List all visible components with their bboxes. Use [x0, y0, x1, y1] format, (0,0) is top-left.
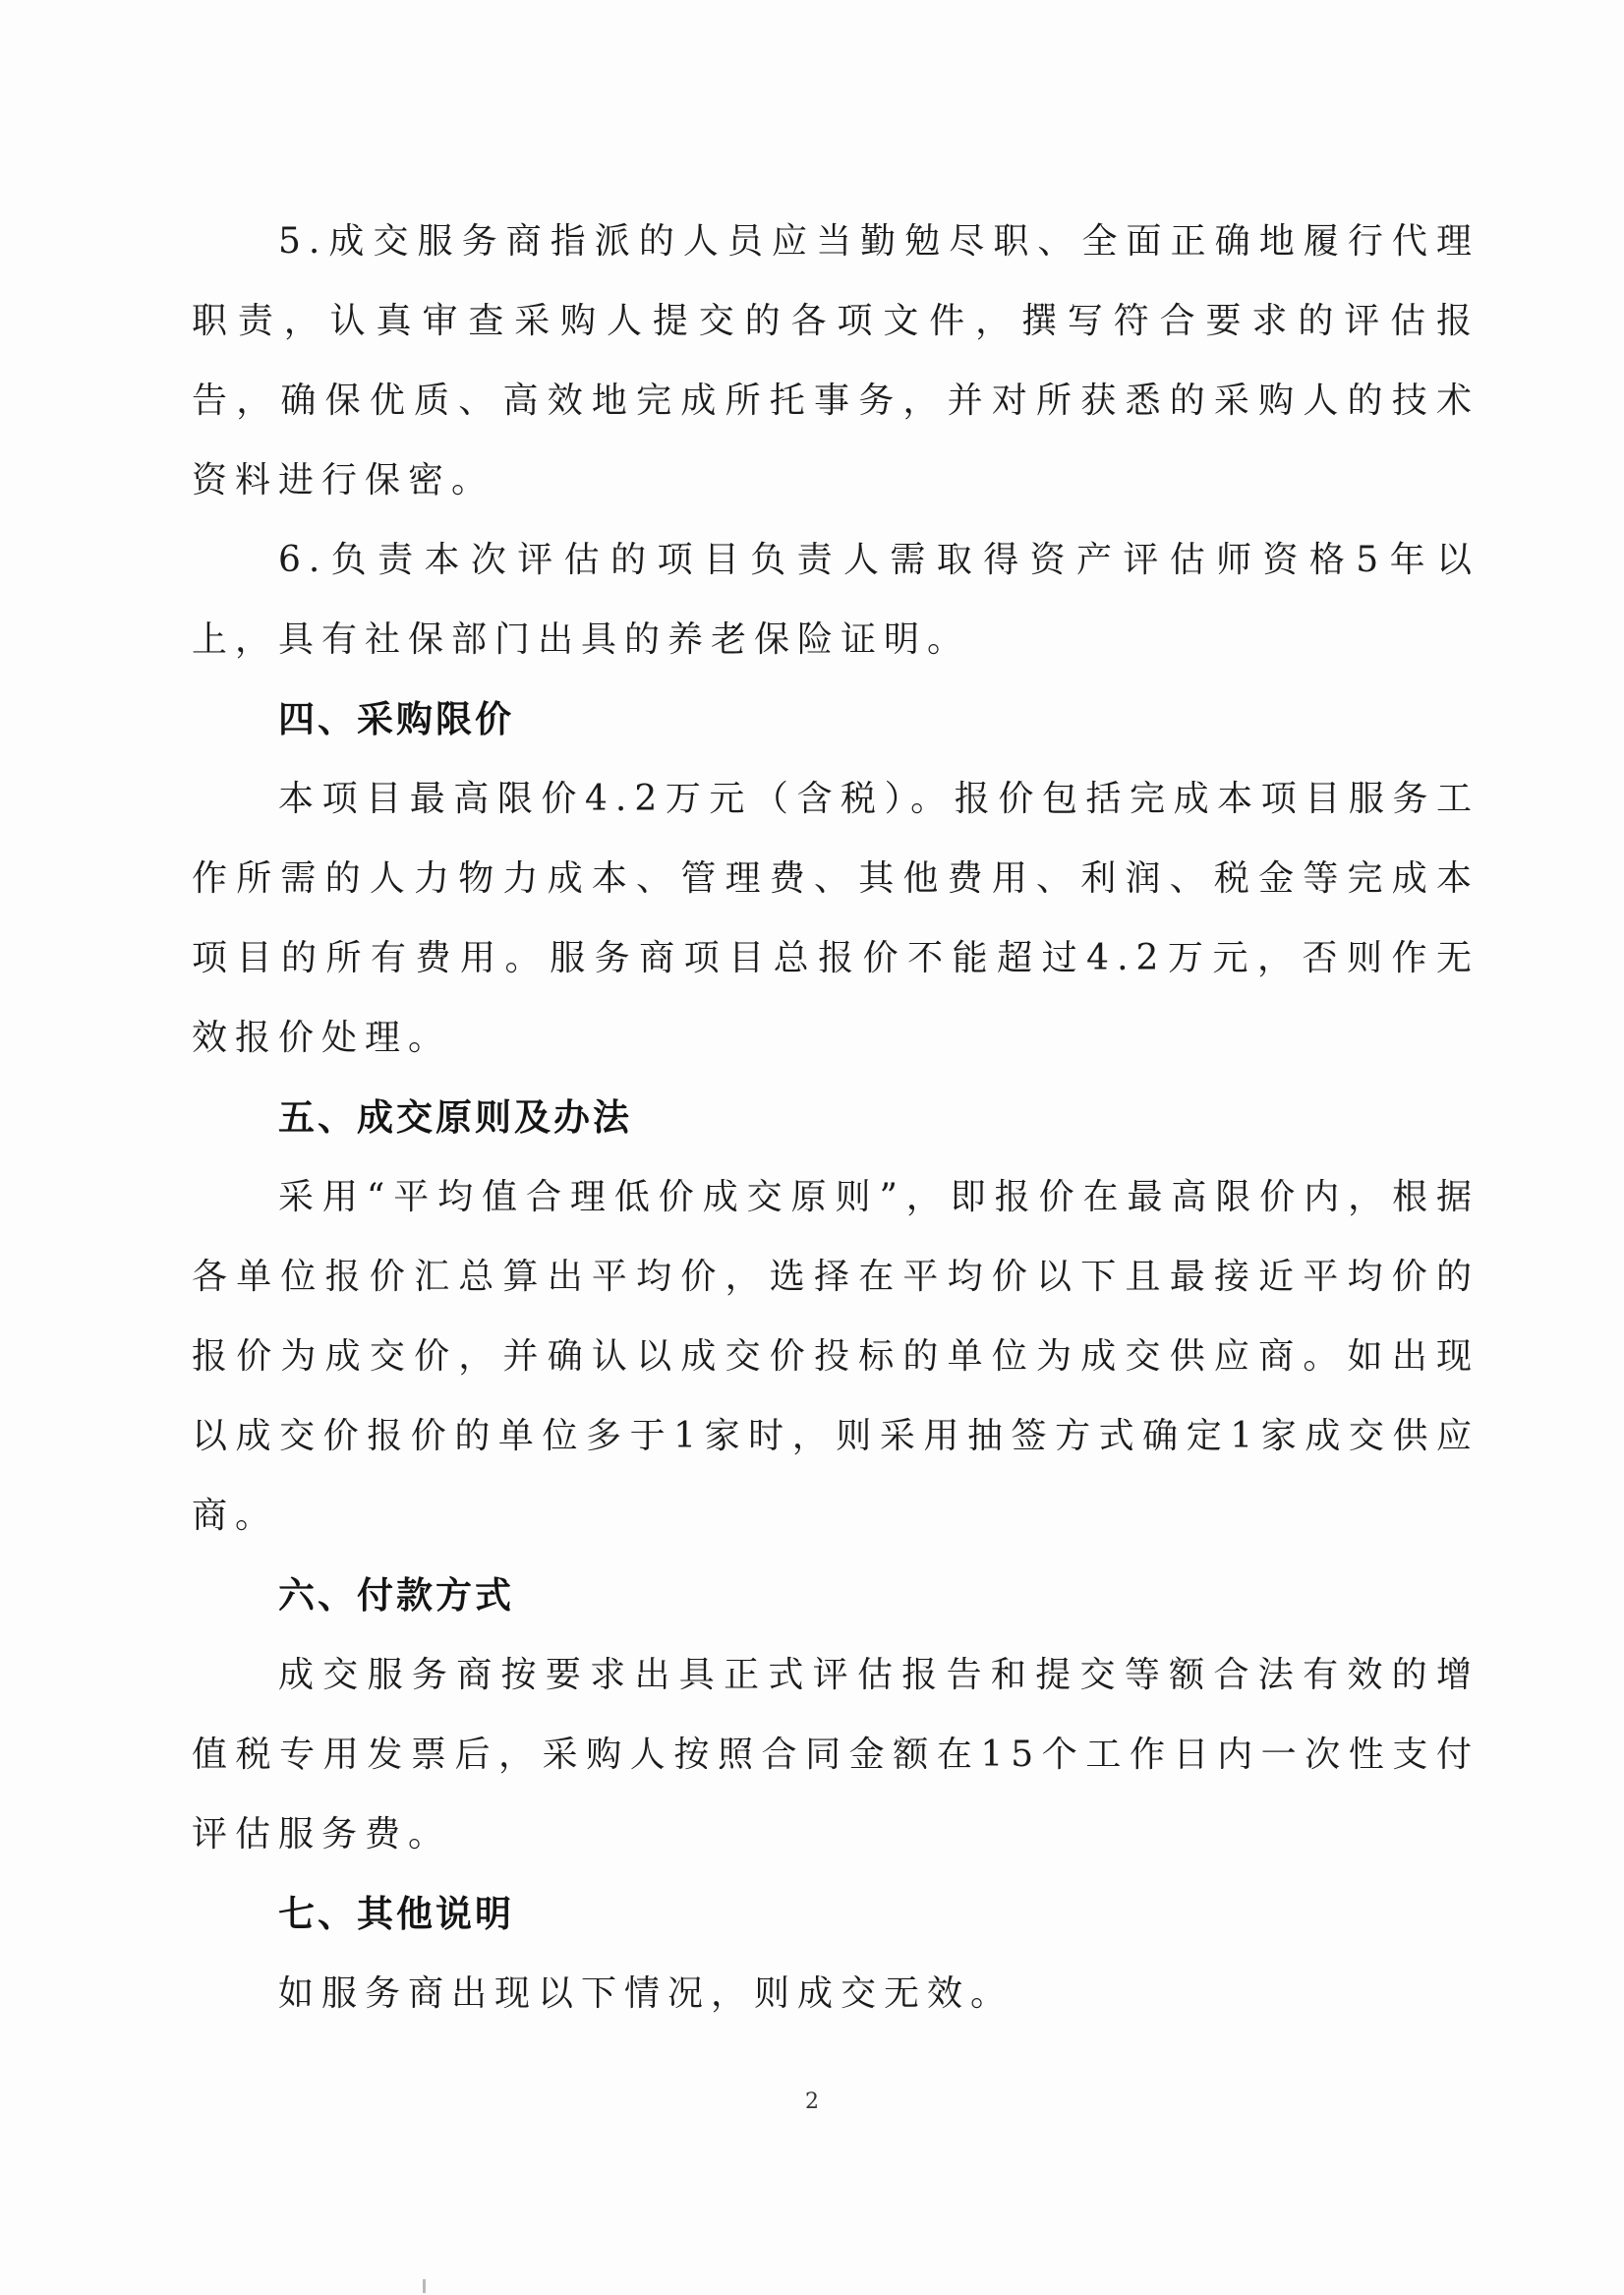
scan-artifact-mark	[423, 2279, 426, 2293]
other-notes-paragraph: 如服务商出现以下情况，则成交无效。	[278, 1973, 1015, 2014]
payment-method-paragraph: 成交服务商按要求出具正式评估报告和提交等额合法有效的增值税专用发票后，采购人按照合同金额在15个工作日内一次性支付评估服务费。	[192, 1655, 1479, 1854]
section-heading-payment-method: 六、付款方式	[278, 1574, 514, 1617]
price-limit-paragraph: 本项目最高限价4.2万元（含税）。报价包括完成本项目服务工作所需的人力物力成本、管理费、其他费用、利润、税金等完成本项目的所有费用。服务商项目总报价不能超过4.2万元，否则作无效报价处理。	[192, 779, 1479, 1058]
section-heading-other-notes: 七、其他说明	[278, 1893, 514, 1935]
page-number: 2	[805, 2089, 819, 2114]
section-heading-award-principle: 五、成交原则及办法	[278, 1096, 632, 1139]
clause-6-paragraph: 6.负责本次评估的项目负责人需取得资产评估师资格5年以上，具有社保部门出具的养老保险证明。	[192, 540, 1479, 660]
document-body	[192, 202, 1479, 2033]
section-heading-price-limit: 四、采购限价	[278, 698, 514, 740]
clause-5-paragraph: 5.成交服务商指派的人员应当勤勉尽职、全面正确地履行代理职责，认真审查采购人提交的各项文件，撰写符合要求的评估报告，确保优质、高效地完成所托事务，并对所获悉的采购人的技术资料进行保密。	[192, 221, 1479, 500]
award-principle-paragraph: 采用“平均值合理低价成交原则”，即报价在最高限价内，根据各单位报价汇总算出平均价，选择在平均价以下且最接近平均价的报价为成交价，并确认以成交价投标的单位为成交供应商。如出现以成交价报价的单位多于1家时，则采用抽签方式确定1家成交供应商。	[192, 1177, 1479, 1536]
